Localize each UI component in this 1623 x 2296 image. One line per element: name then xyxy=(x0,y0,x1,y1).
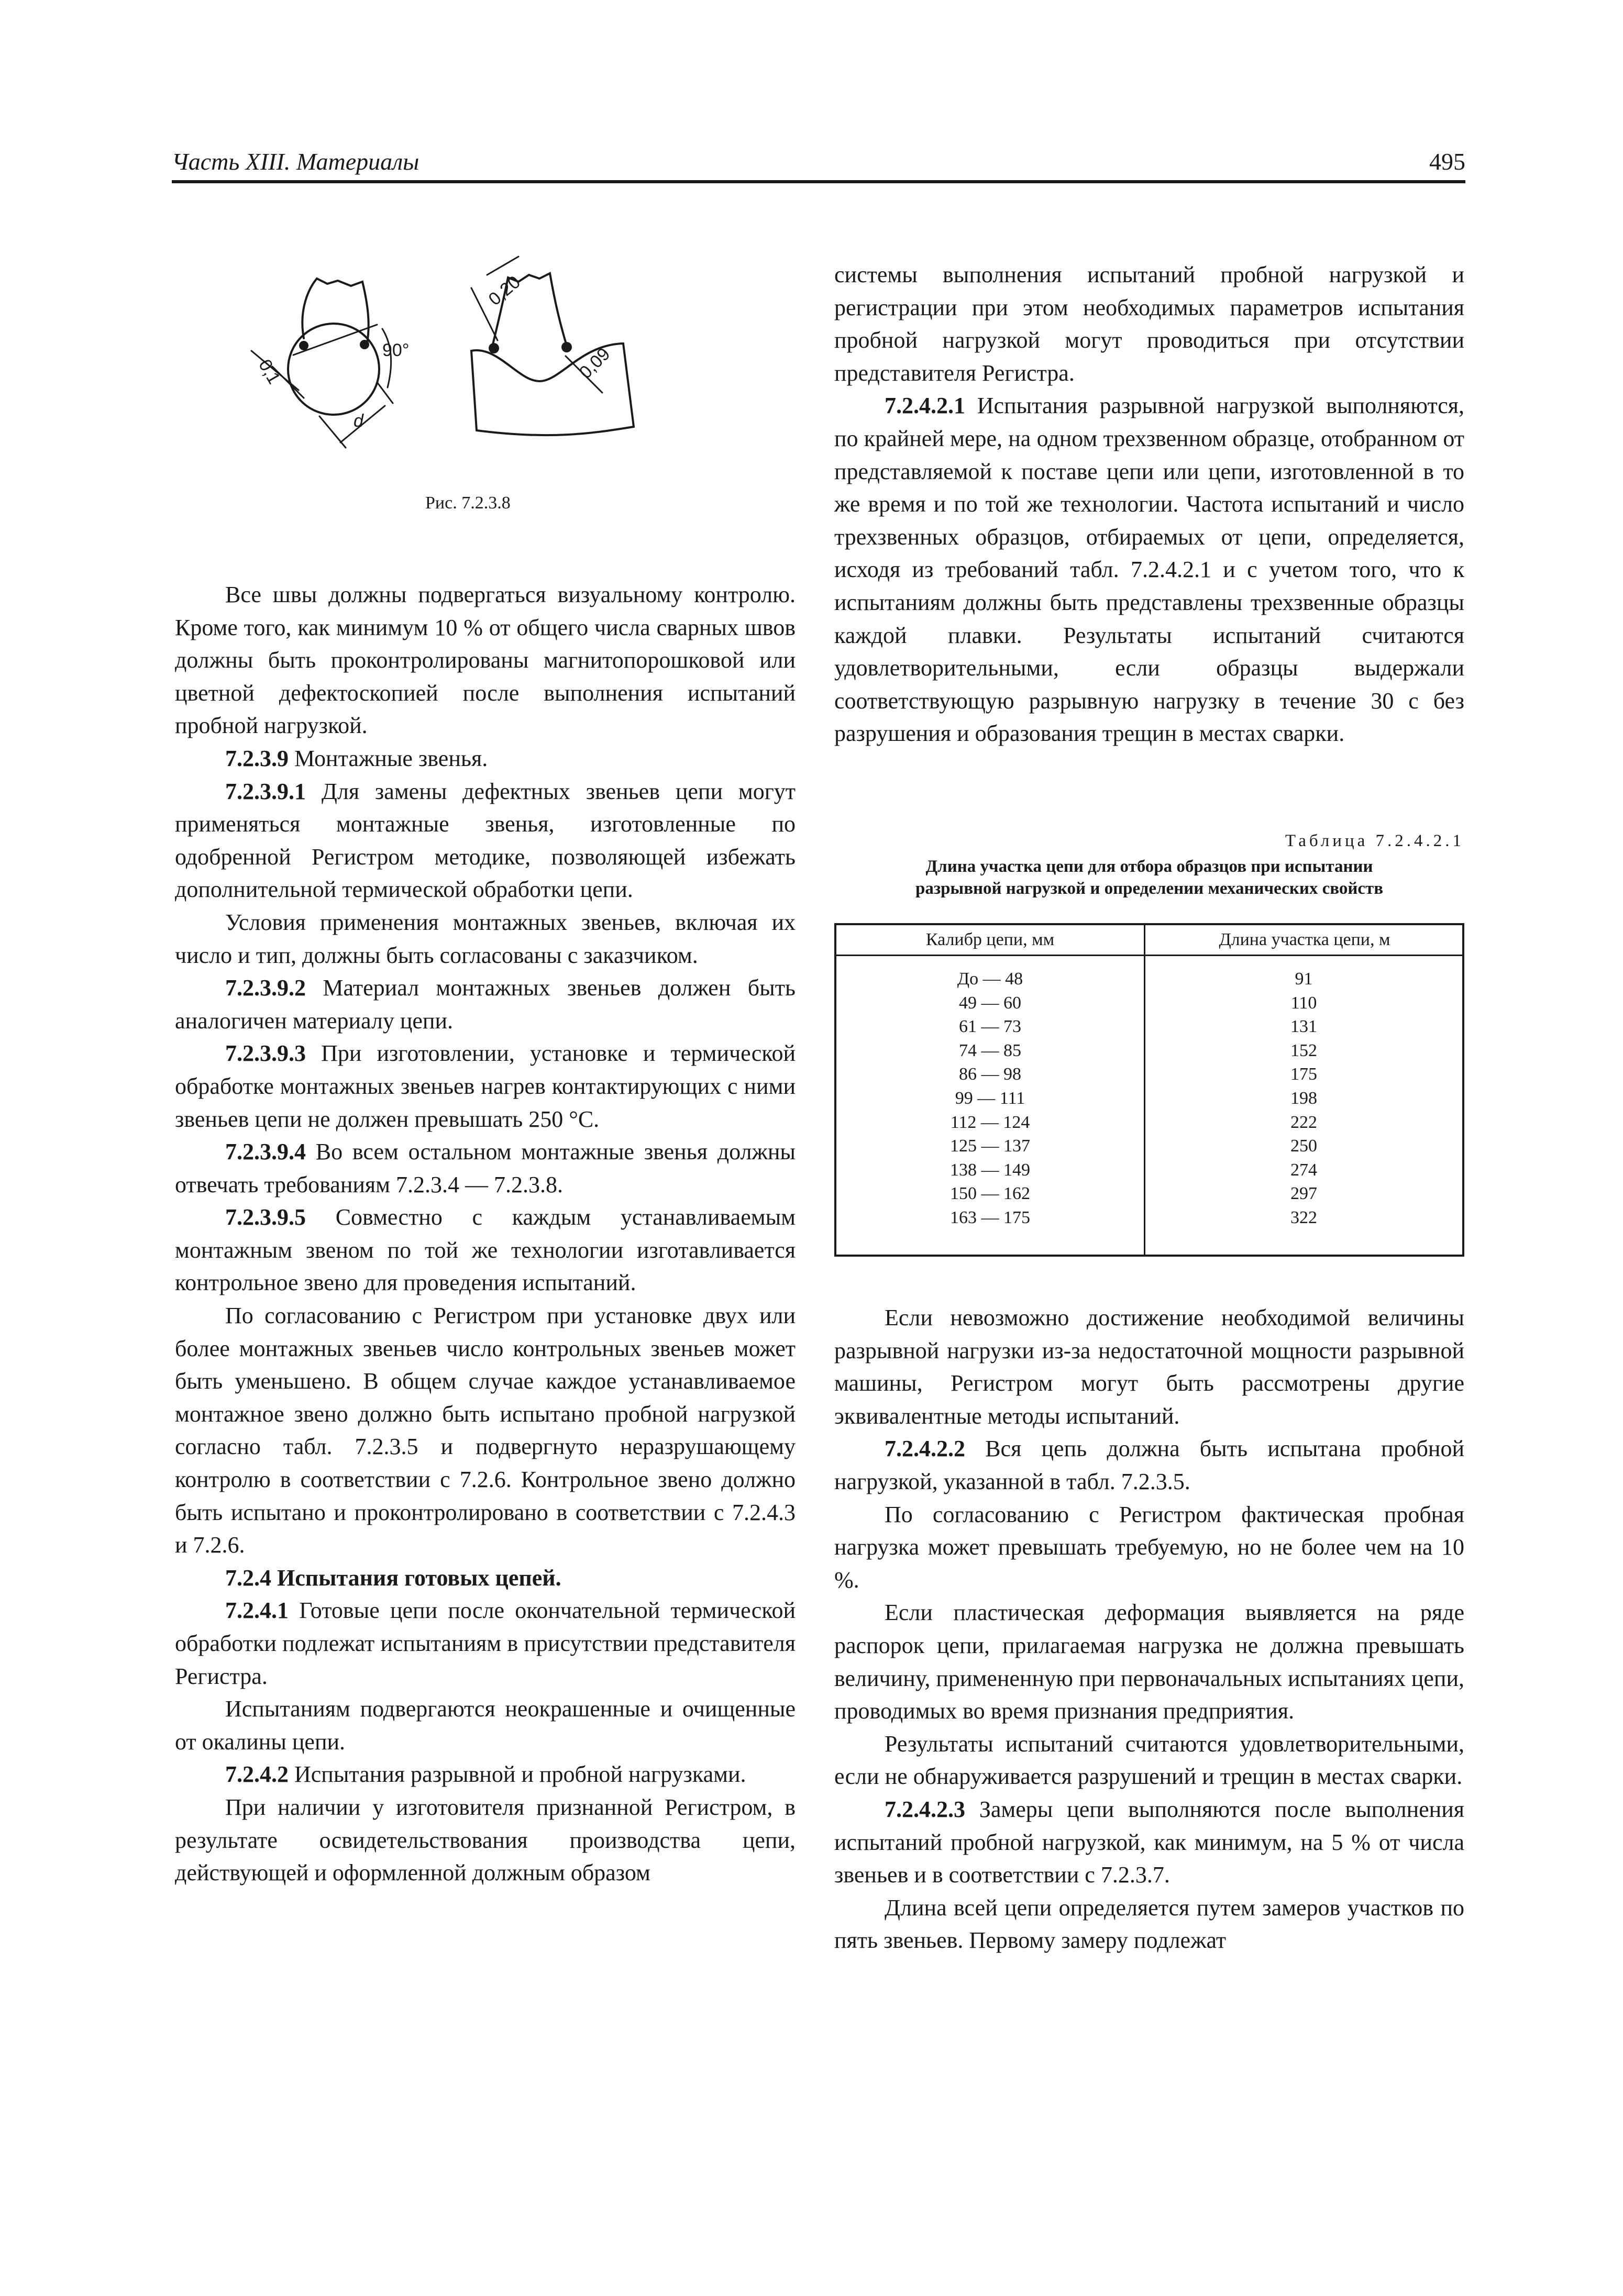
table-header-length: Длина участка цепи, м xyxy=(1144,925,1464,956)
paragraph xyxy=(175,1758,796,1791)
clause-number: 7.2.4 Испытания готовых цепей. xyxy=(225,1565,561,1591)
table-header-gauge: Калибр цепи, мм xyxy=(836,925,1144,956)
figure-caption: Рис. 7.2.3.8 xyxy=(425,493,511,513)
paragraph-text: Монтажные звенья. xyxy=(289,745,488,771)
paragraph-text: Все швы должны подвергаться визуальному контролю. Кроме того, как минимум 10 % от общего числа сварных швов должны быть проконтролированы магнитопорошковой или цветной дефектоскопией после выполнения испытаний пробной нагрузкой. xyxy=(175,582,796,739)
paragraph xyxy=(834,1499,1464,1597)
bar-circle xyxy=(288,324,379,415)
clause-number: 7.2.3.9.1 xyxy=(225,778,306,804)
paragraph-text: Испытания разрывной нагрузкой выполняются, по крайней мере, на одном трехзвенном образце, отобранном от представляемой к поставе цепи или цепи, изготовленной в то же время и по той же технологии. Частота испытаний и число трехзвенных образцов, отбираемых от цепи, определяется, исходя из требований табл. 7.2.4.2.1 и с учетом того, что к испытаниям должны быть представлены трехзвенные образцы каждой плавки. Результаты испытаний считаются удовлетворительными, если образцы выдержали соответствующую разрывную нагрузку в течение 30 с без разрушения и образования трещин в местах сварки. xyxy=(834,393,1464,747)
paragraph-text: системы выполнения испытаний пробной нагрузкой и регистрации при этом необходимых параметров испытания пробной нагрузкой могут проводиться при отсутствии представителя Регистра. xyxy=(834,262,1464,386)
paragraph xyxy=(175,1201,796,1300)
dim-01-label: 0,1 xyxy=(255,356,284,387)
dim-020-label: 0,20 xyxy=(484,272,524,310)
right-column-bottom xyxy=(834,1302,1464,1957)
clause-number: 7.2.3.9.4 xyxy=(225,1139,306,1165)
table-title xyxy=(834,856,1464,900)
paragraph-text: Длина всей цепи определяется путем замеров участков по пять звеньев. Первому замеру подлежат xyxy=(834,1894,1464,1954)
dim-009-label: 0,09 xyxy=(575,343,614,383)
clause-number: 7.2.4.2.1 xyxy=(885,393,965,419)
paragraph xyxy=(175,1136,796,1201)
chain-length-table xyxy=(834,923,1464,1257)
paragraph xyxy=(175,1300,796,1562)
paragraph xyxy=(834,1302,1464,1433)
clause-number: 7.2.3.9.3 xyxy=(225,1040,306,1067)
table-cell-length: 274 xyxy=(1290,1160,1317,1180)
clause-number: 7.2.3.9.2 xyxy=(225,975,306,1001)
clause-number: 7.2.4.1 xyxy=(225,1598,289,1624)
paragraph-text: По согласованию с Регистром при установке двух или более монтажных звеньев число контрольных звеньев может быть уменьшено. В общем случае каждое устанавливаемое монтажное звено должно быть испытано пробной нагрузкой согласно табл. 7.2.3.5 и подвергнуто неразрушающему контролю в соответствии с 7.2.6. Контрольное звено должно быть испытано и проконтролировано в соответствии с 7.2.4.3 и 7.2.6. xyxy=(175,1303,796,1558)
table-cell-length: 152 xyxy=(1290,1040,1317,1060)
table-cell-length: 250 xyxy=(1290,1136,1317,1156)
paragraph xyxy=(175,775,796,906)
table-cell-gauge: 61 — 73 xyxy=(959,1017,1021,1037)
table-cell-gauge: До — 48 xyxy=(957,969,1023,989)
table-title-line: разрывной нагрузкой и определении механических свойств xyxy=(915,879,1384,898)
running-title: Часть XIII. Материалы xyxy=(172,148,419,175)
paragraph-text: Замеры цепи выполняются после выполнения испытаний пробной нагрузкой, как минимум, на 5 % от числа звеньев и в соответствии с 7.2.3.7. xyxy=(834,1796,1464,1888)
page-header xyxy=(172,148,1465,183)
table-cell-gauge: 150 — 162 xyxy=(950,1184,1030,1204)
clause-number: 7.2.4.2.3 xyxy=(885,1796,965,1822)
clause-number: 7.2.3.9.5 xyxy=(225,1204,306,1230)
paragraph-text: При изготовлении, установке и термической обработке монтажных звеньев нагрев контактирующих с ними звеньев цепи не должен превышать 250 °С. xyxy=(175,1040,796,1132)
table-cell-gauge: 138 — 149 xyxy=(950,1160,1030,1180)
weld-figure xyxy=(225,246,749,529)
table-cell-gauge: 112 — 124 xyxy=(950,1112,1030,1132)
clause-number: 7.2.4.2.2 xyxy=(885,1436,965,1462)
table-cell-gauge: 49 — 60 xyxy=(959,993,1021,1013)
table-title-line: Длина участка цепи для отбора образцов при испытании xyxy=(925,857,1373,876)
paragraph-text: Во всем остальном монтажные звенья должны отвечать требованиям 7.2.3.4 — 7.2.3.8. xyxy=(175,1139,796,1197)
angle-90-label: 90° xyxy=(382,340,410,360)
paragraph xyxy=(834,1793,1464,1892)
paragraph xyxy=(175,742,796,775)
paragraph xyxy=(834,1433,1464,1498)
table-cell-length: 110 xyxy=(1290,993,1317,1013)
table-cell-length: 322 xyxy=(1290,1208,1317,1227)
weld-diagram xyxy=(225,246,749,529)
paragraph xyxy=(175,1562,796,1595)
paragraph-text: Условия применения монтажных звеньев, включая их число и тип, должны быть согласованы с заказчиком. xyxy=(175,909,796,968)
paragraph xyxy=(834,1728,1464,1793)
paragraph xyxy=(175,579,796,742)
paragraph-text: Испытания разрывной и пробной нагрузками. xyxy=(289,1761,746,1788)
paragraph-text: По согласованию с Регистром фактическая пробная нагрузка может превышать требуемую, но не более чем на 10 %. xyxy=(834,1501,1464,1593)
table-cell-length: 198 xyxy=(1290,1089,1317,1108)
clause-number: 7.2.3.9 xyxy=(225,745,289,771)
page-number: 495 xyxy=(1429,148,1465,175)
table-cell-gauge: 125 — 137 xyxy=(950,1136,1030,1156)
paragraph-text: Если невозможно достижение необходимой величины разрывной нагрузки из-за недостаточной мощности разрывной машины, Регистром могут быть рассмотрены другие эквивалентные методы испытаний. xyxy=(834,1305,1464,1429)
paragraph-text: Материал монтажных звеньев должен быть аналогичен материалу цепи. xyxy=(175,975,796,1034)
link-outline xyxy=(302,279,368,346)
table-cell-length: 297 xyxy=(1290,1184,1317,1204)
table-cell-length: 222 xyxy=(1290,1112,1317,1132)
table-cell-gauge: 163 — 175 xyxy=(950,1208,1030,1227)
paragraph xyxy=(834,1596,1464,1727)
paragraph-text: Совместно с каждым устанавливаемым монтажным звеном по той же технологии изготавливается контрольное звено для проведения испытаний. xyxy=(175,1204,796,1296)
table-cell-gauge: 86 — 98 xyxy=(959,1064,1021,1084)
paragraph-text: Вся цепь должна быть испытана пробной нагрузкой, указанной в табл. 7.2.3.5. xyxy=(834,1436,1464,1494)
paragraph xyxy=(175,906,796,972)
table-label: Таблица 7.2.4.2.1 xyxy=(1285,831,1464,850)
paragraph xyxy=(834,259,1464,390)
table-cell-length: 131 xyxy=(1290,1017,1317,1037)
paragraph xyxy=(834,390,1464,750)
paragraph xyxy=(175,1791,796,1890)
paragraph xyxy=(175,1594,796,1693)
paragraph-text: При наличии у изготовителя признанной Регистром, в результате освидетельствования производства цепи, действующей и оформленной должным образом xyxy=(175,1794,796,1886)
paragraph-text: Для замены дефектных звеньев цепи могут применяться монтажные звенья, изготовленные по одобренной Регистром методике, позволяющей избежать дополнительной термической обработки цепи. xyxy=(175,778,796,903)
paragraph-text: Результаты испытаний считаются удовлетворительными, если не обнаруживается разрушений и трещин в местах сварки. xyxy=(834,1731,1464,1790)
table-cell-gauge: 74 — 85 xyxy=(959,1040,1021,1060)
paragraph xyxy=(175,972,796,1037)
clause-number: 7.2.4.2 xyxy=(225,1761,289,1788)
paragraph-text: Испытаниям подвергаются неокрашенные и очищенные от окалины цепи. xyxy=(175,1696,796,1755)
left-column xyxy=(175,579,796,1890)
right-column-top xyxy=(834,259,1464,750)
paragraph-text: Если пластическая деформация выявляется на ряде распорок цепи, прилагаемая нагрузка не должна превышать величину, примененную при первоначальных испытаниях цепи, проводимых во время признания предприятия. xyxy=(834,1600,1464,1724)
table-cell-gauge: 99 — 111 xyxy=(955,1089,1025,1108)
paragraph xyxy=(834,1892,1464,1957)
table-cell-length: 91 xyxy=(1295,969,1313,989)
paragraph xyxy=(175,1037,796,1136)
paragraph xyxy=(175,1693,796,1758)
dim-d-label: d xyxy=(354,411,363,431)
paragraph-text: Готовые цепи после окончательной термической обработки подлежат испытаниям в присутствии представителя Регистра. xyxy=(175,1598,796,1689)
table-cell-length: 175 xyxy=(1290,1064,1317,1084)
